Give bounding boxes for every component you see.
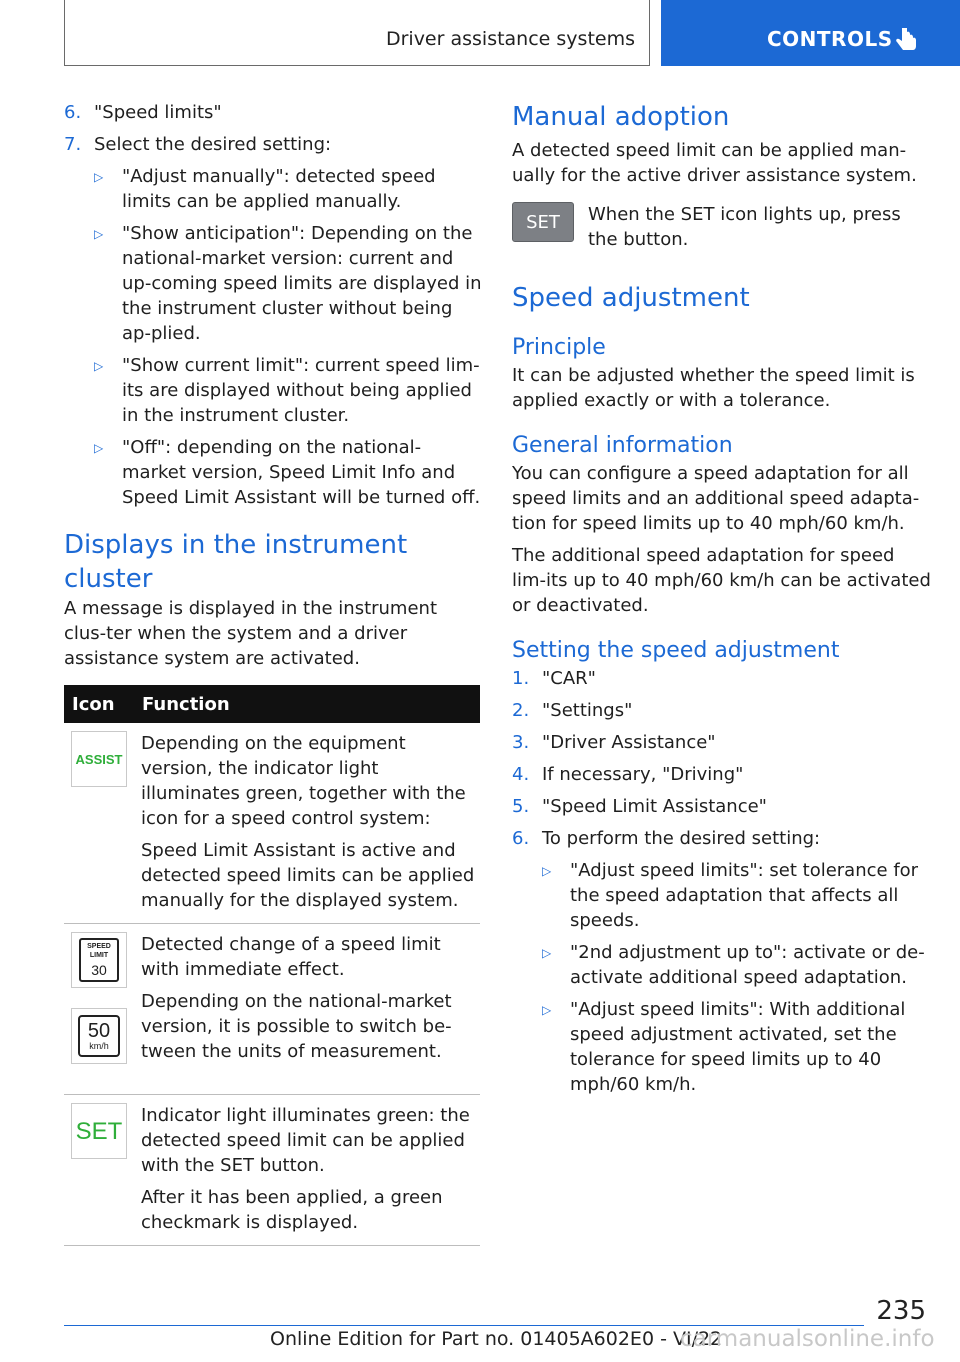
step-text: If necessary, "Driving": [542, 764, 744, 785]
principle-text: It can be adjusted whether the speed limit is applied exactly or with a tolerance.: [512, 365, 915, 411]
step-number: 3.: [512, 732, 530, 753]
manual-adoption-text: A detected speed limit can be applied man-ually for the active driver assistance system.: [512, 140, 917, 186]
function-text: Depending on the equipment version, the indicator light illuminates green, together with the icon for a speed control system:: [141, 733, 466, 829]
watermark: carmanualsonline.info: [680, 1326, 935, 1352]
step-text: "Settings": [542, 700, 633, 721]
list-item: [512, 666, 932, 691]
function-cell: [134, 924, 480, 1095]
triangle-bullet-icon: ▷: [94, 359, 104, 373]
function-text: Depending on the national-market version, it is possible to switch be-tween the units of measurement.: [141, 991, 452, 1062]
section-title: Driver assistance systems: [385, 28, 635, 50]
set-button-icon: [512, 202, 574, 242]
bullet-item: [94, 164, 482, 214]
triangle-bullet-icon: ▷: [542, 864, 552, 878]
general-info-text: The additional speed adaptation for speed lim-its up to 40 mph/60 km/h can be activated or deactivated.: [512, 545, 931, 616]
table-row: [64, 723, 480, 924]
step-number: 6.: [64, 102, 82, 123]
step-text: To perform the desired setting:: [542, 828, 821, 849]
step-text: "Driver Assistance": [542, 732, 716, 753]
function-text: Detected change of a speed limit with immediate effect.: [141, 934, 441, 980]
function-text: After it has been applied, a green checkmark is displayed.: [141, 1187, 443, 1233]
table-row: [64, 1095, 480, 1246]
speed-limit-kmh-icon: [71, 1008, 127, 1064]
right-column: [512, 100, 932, 1104]
icon-cell: [64, 1095, 134, 1246]
pointing-hand-icon: [894, 28, 918, 56]
function-text: Indicator light illuminates green: the detected speed limit can be applied with the SET button.: [141, 1105, 470, 1176]
bullet-item: [542, 940, 932, 990]
page-number: 235: [876, 1296, 926, 1326]
general-info-heading: General information: [512, 433, 733, 458]
list-item: [64, 100, 482, 125]
bullet-text: "Show current limit": current speed lim-its are displayed without being applied in the instrument cluster.: [122, 355, 480, 426]
bullet-text: "Adjust speed limits": set tolerance for the speed adaptation that affects all speeds.: [570, 860, 919, 931]
list-item: [512, 730, 932, 755]
triangle-bullet-icon: ▷: [94, 227, 104, 241]
function-cell: [134, 723, 480, 924]
step-number: 5.: [512, 796, 530, 817]
bullet-text: "Adjust speed limits": With additional speed adjustment activated, set the tolerance for speed limits up to 40 mph/60 km/h.: [570, 999, 906, 1095]
set-indicator-icon: [71, 1103, 127, 1159]
set-instruction-text: When the SET icon lights up, press the button.: [588, 204, 901, 250]
list-item: [512, 698, 932, 723]
bullet-text: "Off": depending on the national-market version, Speed Limit Info and Speed Limit Assistant will be turned off.: [122, 437, 481, 508]
edition-text: Online Edition for Part no. 01405A602E0 - VI/22: [270, 1328, 723, 1350]
bullet-item: [94, 353, 482, 428]
controls-tab[interactable]: [661, 0, 960, 66]
set-indicator-label: SET: [75, 1117, 123, 1145]
bullet-item: [542, 858, 932, 933]
function-cell: [134, 1095, 480, 1246]
setting-heading: Setting the speed adjustment: [512, 638, 840, 663]
icon-cell: [64, 924, 134, 1095]
set-button-instruction: [512, 202, 932, 259]
assist-icon-label: ASSIST: [75, 751, 123, 767]
list-item: [512, 794, 932, 819]
sign-value: 30: [91, 961, 107, 978]
speed-limit-sign-icon: [71, 932, 127, 988]
manual-adoption-heading: Manual adoption: [512, 102, 730, 132]
list-item: [512, 762, 932, 787]
step-number: 4.: [512, 764, 530, 785]
bullet-item: [94, 435, 482, 510]
principle-heading: Principle: [512, 335, 606, 360]
list-item: [512, 826, 932, 851]
step-number: 2.: [512, 700, 530, 721]
step-number: 1.: [512, 668, 530, 689]
step-text: "CAR": [542, 668, 596, 689]
sign-label: SPEED: [87, 942, 111, 950]
step-text: "Speed limits": [94, 102, 222, 123]
step-number: 7.: [64, 134, 82, 155]
step-text: "Speed Limit Assistance": [542, 796, 767, 817]
triangle-bullet-icon: ▷: [94, 441, 104, 455]
section-header: [64, 0, 650, 66]
function-text: Speed Limit Assistant is active and detected speed limits can be applied manually for the displayed system.: [141, 840, 475, 911]
tab-label: CONTROLS: [767, 27, 893, 51]
bullet-item: [542, 997, 932, 1097]
step-text: Select the desired setting:: [94, 134, 332, 155]
assist-icon: [71, 731, 127, 787]
icon-function-table: [64, 685, 480, 1246]
icon-cell: [64, 723, 134, 924]
list-item: [64, 132, 482, 157]
sign-label: LIMIT: [89, 951, 109, 959]
displays-heading: Displays in the instrument cluster: [64, 530, 408, 594]
table-row: [64, 924, 480, 1095]
sign-unit: km/h: [89, 1041, 109, 1051]
sign-value: 50: [87, 1020, 111, 1042]
triangle-bullet-icon: ▷: [542, 1003, 552, 1017]
speed-adjustment-heading: Speed adjustment: [512, 283, 750, 313]
bullet-text: "Show anticipation": Depending on the national-market version: current and up-coming speed limits are displayed in the instrument cluster without being ap-plied.: [122, 223, 482, 344]
bullet-item: [94, 221, 482, 346]
triangle-bullet-icon: ▷: [94, 170, 104, 184]
general-info-text: You can configure a speed adaptation for all speed limits and an additional speed adapta-tion for speed limits up to 40 mph/60 km/h.: [512, 463, 920, 534]
bullet-text: "Adjust manually": detected speed limits can be applied manually.: [122, 166, 436, 212]
set-button-label: SET: [526, 211, 560, 233]
displays-text: A message is displayed in the instrument clus-ter when the system and a driver assistance system are activated.: [64, 598, 438, 669]
left-column: [64, 100, 482, 1246]
step-number: 6.: [512, 828, 530, 849]
col-icon-header: Icon: [64, 685, 134, 723]
col-function-header: Function: [134, 685, 480, 723]
triangle-bullet-icon: ▷: [542, 946, 552, 960]
bullet-text: "2nd adjustment up to": activate or de-activate additional speed adaptation.: [570, 942, 925, 988]
